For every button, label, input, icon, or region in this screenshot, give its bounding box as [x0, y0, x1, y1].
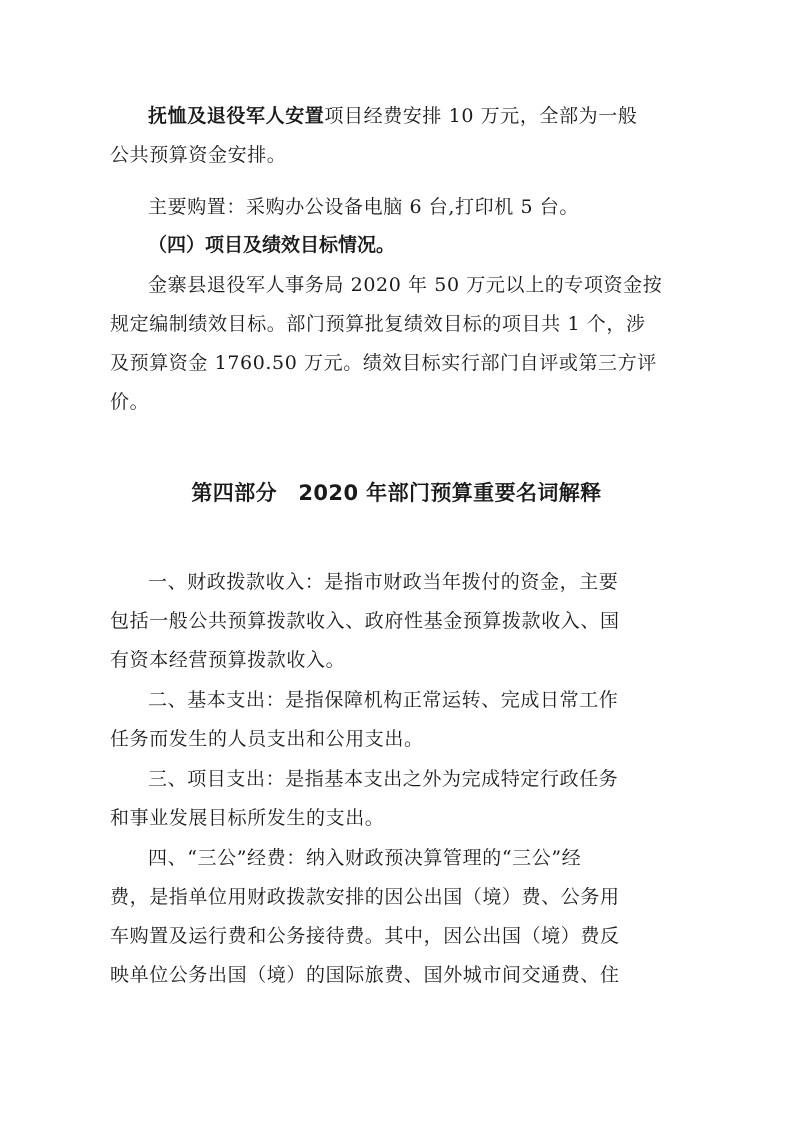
paragraph-line: 价。 [110, 391, 150, 413]
paragraph-line: 映单位公务出国（境）的国际旅费、国外城市间交通费、住 [110, 964, 620, 986]
paragraph-line: 四、“三公”经费：纳入财政预决算管理的“三公”经 [148, 847, 582, 869]
paragraph-line [110, 97, 686, 136]
paragraph-performance [110, 266, 686, 422]
paragraph-pension-resettlement [110, 97, 686, 175]
paragraph-line: 和事业发展目标所发生的支出。 [110, 807, 385, 829]
paragraph-line: 主要购置：采购办公设备电脑 6 台,打印机 5 台。 [148, 196, 579, 218]
paragraph-line: 一、财政拨款收入：是指市财政当年拨付的资金，主要 [148, 571, 619, 593]
section-title: 第四部分 2020 年部门预算重要名词解释 [191, 481, 602, 505]
paragraph-line: 任务而发生的人员支出和公用支出。 [110, 728, 424, 750]
paragraph-line: 三、项目支出：是指基本支出之外为完成特定行政任务 [148, 768, 619, 790]
definition-project-expenditure [110, 760, 686, 838]
paragraph-line: 及预算资金 1760.50 万元。绩效目标实行部门自评或第三方评 [110, 352, 657, 374]
bold-term: 抚恤及退役军人安置 [148, 105, 325, 127]
paragraph-line: 有资本经营预算拨款收入。 [110, 649, 346, 671]
paragraph-line: 公共预算资金安排。 [110, 144, 287, 166]
paragraph-text: 项目经费安排 10 万元，全部为一般 [324, 105, 638, 127]
paragraph-line: 费，是指单位用财政拨款安排的因公出国（境）费、公务用 [110, 886, 620, 908]
paragraph-line: 金寨县退役军人事务局 2020 年 50 万元以上的专项资金按 [148, 274, 663, 296]
paragraph-line: 车购置及运行费和公务接待费。其中，因公出国（境）费反 [110, 925, 620, 947]
definition-three-public-expenses [110, 839, 686, 995]
paragraph-line: 二、基本支出：是指保障机构正常运转、完成日常工作 [148, 689, 619, 711]
definition-fiscal-revenue [110, 563, 686, 680]
paragraph-purchases [110, 188, 686, 227]
definition-basic-expenditure [110, 681, 686, 759]
paragraph-line: 包括一般公共预算拨款收入、政府性基金预算拨款收入、国 [110, 610, 620, 632]
paragraph-line: 规定编制绩效目标。部门预算批复绩效目标的项目共 1 个，涉 [110, 313, 646, 335]
subheading-performance-targets: （四）项目及绩效目标情况。 [148, 234, 396, 256]
